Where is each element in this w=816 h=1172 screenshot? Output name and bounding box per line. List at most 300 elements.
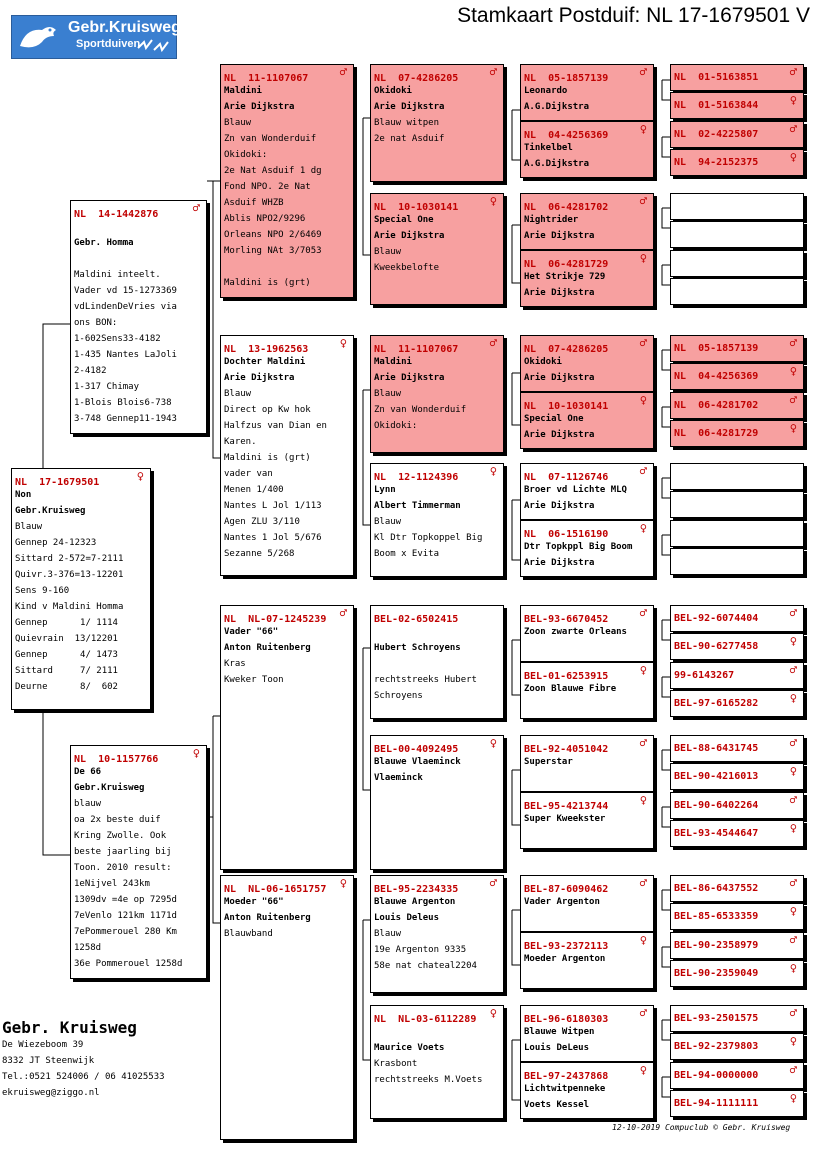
card-text-line: Blauwe Vlaeminck <box>374 757 461 767</box>
card-text-line: Gennep 1/ 1114 <box>15 618 118 628</box>
ring-number: NL 02-4225807 <box>674 129 759 140</box>
ring-number: NL 06-1516190 <box>524 529 609 540</box>
gen5-ancestor-card <box>670 548 804 575</box>
ring-number: BEL-00-4092495 <box>374 744 459 755</box>
card-text-line: Arie Dijkstra <box>374 102 445 112</box>
grandparent-card <box>220 875 354 1140</box>
card-text-line: Kind v Maldini Homma <box>15 602 124 612</box>
female-symbol-icon: ♀ <box>789 421 797 435</box>
card-text-line: Halfzus van Dian en <box>224 421 327 431</box>
card-text-line: Krasbont <box>374 1059 418 1069</box>
card-text-line: Gennep 4/ 1473 <box>15 650 118 660</box>
gen5-ancestor-card <box>670 1090 804 1117</box>
gen5-ancestor-card <box>670 820 804 847</box>
male-symbol-icon: ♂ <box>789 736 797 750</box>
female-symbol-icon: ♀ <box>639 393 647 407</box>
card-text-line: Blauw <box>15 522 43 532</box>
ring-number: BEL-93-2501575 <box>674 1013 759 1024</box>
male-symbol-icon: ♂ <box>639 464 647 478</box>
gen5-ancestor-card <box>670 1062 804 1089</box>
card-text-line: Menen 1/400 <box>224 485 284 495</box>
card-text-line: Ablis NPO2/9296 <box>224 214 306 224</box>
card-text-line: Blauw <box>224 118 252 128</box>
ring-number: 99-6143267 <box>674 670 735 681</box>
male-symbol-icon: ♂ <box>339 606 347 620</box>
gen5-ancestor-card <box>670 149 804 176</box>
female-symbol-icon: ♀ <box>789 93 797 107</box>
ring-number: BEL-97-2437868 <box>524 1071 609 1082</box>
card-text-line: Sittard 7/ 2111 <box>15 666 118 676</box>
male-symbol-icon: ♂ <box>639 736 647 750</box>
card-text-line: oa 2x beste duif <box>74 815 161 825</box>
card-text-line: beste jaarling bij <box>74 847 172 857</box>
card-text-line: Louis DeLeus <box>524 1043 590 1053</box>
great-grandparent-card <box>370 875 504 993</box>
female-symbol-icon: ♀ <box>639 122 647 136</box>
gen5-ancestor-card <box>670 875 804 902</box>
card-text-line: 2e nat Asduif <box>374 134 445 144</box>
owner-name: Gebr. Kruisweg <box>2 1018 137 1037</box>
card-text-line: 1-317 Chimay <box>74 382 140 392</box>
mother-card <box>70 745 207 979</box>
father-card <box>70 200 207 434</box>
female-symbol-icon: ♀ <box>489 736 497 750</box>
gen5-ancestor-card <box>670 1005 804 1032</box>
card-text-line: 2-4182 <box>74 366 107 376</box>
card-text-line: Arie Dijkstra <box>374 231 445 241</box>
ring-number: NL NL-07-1245239 <box>224 614 327 625</box>
ring-number: BEL-92-4051042 <box>524 744 609 755</box>
female-symbol-icon: ♀ <box>339 876 347 890</box>
gen5-ancestor-card <box>670 605 804 632</box>
card-text-line: Arie Dijkstra <box>524 501 595 511</box>
female-symbol-icon: ♀ <box>489 464 497 478</box>
ring-number: NL NL-06-1651757 <box>224 884 327 895</box>
card-text-line: Blauwe Argenton <box>374 897 456 907</box>
ring-number: NL 01-5163851 <box>674 72 759 83</box>
ring-number: BEL-90-6277458 <box>674 641 759 652</box>
ring-number: NL 04-4256369 <box>674 371 759 382</box>
ring-number: NL 06-4281702 <box>674 400 759 411</box>
gen5-ancestor-card <box>670 690 804 717</box>
card-text-line: Lynn <box>374 485 396 495</box>
card-text-line: Blauw <box>374 929 402 939</box>
owner-address: De Wiezeboom 39 <box>2 1040 84 1050</box>
male-symbol-icon: ♂ <box>789 606 797 620</box>
male-symbol-icon: ♂ <box>639 194 647 208</box>
card-text-line: Non <box>15 490 32 500</box>
gen5-ancestor-card <box>670 960 804 987</box>
gen5-ancestor-card <box>670 420 804 447</box>
gen4-ancestor-card <box>520 735 654 792</box>
card-text-line <box>371 656 503 672</box>
ring-number: NL 06-4281729 <box>524 259 609 270</box>
ring-number: NL 13-1962563 <box>224 344 309 355</box>
ring-number: NL 07-4286205 <box>374 73 459 84</box>
ring-number: NL 06-4281729 <box>674 428 759 439</box>
card-text-line: Maldini <box>374 357 412 367</box>
gen5-ancestor-card <box>670 1033 804 1060</box>
ring-number: BEL-93-2372113 <box>524 941 609 952</box>
male-symbol-icon: ♂ <box>789 1063 797 1077</box>
female-symbol-icon: ♀ <box>639 663 647 677</box>
card-text-line: Kras <box>224 659 246 669</box>
male-symbol-icon: ♂ <box>192 201 200 215</box>
card-text-line: Special One <box>374 215 434 225</box>
card-text-line: vdLindenDeVries via <box>74 302 177 312</box>
card-text-line: 1258d <box>74 943 102 953</box>
card-text-line: Arie Dijkstra <box>224 102 295 112</box>
card-text-line: Toon. 2010 result: <box>74 863 172 873</box>
gen5-ancestor-card <box>670 932 804 959</box>
female-symbol-icon: ♀ <box>639 1063 647 1077</box>
card-text-line: Boom x Evita <box>374 549 440 559</box>
logo-subtitle: Sportduiven <box>76 38 141 50</box>
card-text-line: Sens 9-160 <box>15 586 70 596</box>
card-text-line: 1-435 Nantes LaJoli <box>74 350 177 360</box>
gen5-ancestor-card <box>670 363 804 390</box>
gen5-ancestor-card <box>670 520 804 547</box>
card-text-line: Quievrain 13/12201 <box>15 634 118 644</box>
grandparent-card <box>220 64 354 298</box>
ring-number: NL 11-1107067 <box>224 73 309 84</box>
ring-number: NL 12-1124396 <box>374 472 459 483</box>
ring-number: BEL-90-2359049 <box>674 968 759 979</box>
card-text-line: Direct op Kw hok <box>224 405 311 415</box>
owner-city: 8332 JT Steenwijk <box>2 1056 95 1066</box>
card-text-line: Okidoki <box>524 357 562 367</box>
card-text-line: Vader Argenton <box>524 897 600 907</box>
ring-number: BEL-95-2234335 <box>374 884 459 895</box>
card-text-line <box>371 624 503 640</box>
card-text-line: Kring Zwolle. Ook <box>74 831 167 841</box>
male-symbol-icon: ♂ <box>789 933 797 947</box>
female-symbol-icon: ♀ <box>639 933 647 947</box>
card-text-line: Moeder Argenton <box>524 954 606 964</box>
great-grandparent-card <box>370 605 504 719</box>
card-text-line: Arie Dijkstra <box>524 558 595 568</box>
great-grandparent-card <box>370 64 504 182</box>
card-text-line: Dtr Topkppl Big Boom <box>524 542 633 552</box>
gen5-ancestor-card <box>670 121 804 148</box>
card-text-line: Nightrider <box>524 215 579 225</box>
male-symbol-icon: ♂ <box>789 122 797 136</box>
gen4-ancestor-card <box>520 121 654 178</box>
male-symbol-icon: ♂ <box>489 65 497 79</box>
gen4-ancestor-card <box>520 520 654 577</box>
owner-email: ekruisweg@ziggo.nl <box>2 1088 100 1098</box>
ring-number: BEL-94-1111111 <box>674 1098 759 1109</box>
ring-number: BEL-87-6090462 <box>524 884 609 895</box>
card-text-line <box>221 259 353 275</box>
card-text-line: Orleans NPO 2/6469 <box>224 230 322 240</box>
card-text-line: Lichtwitpenneke <box>524 1084 606 1094</box>
subject-card <box>11 468 151 710</box>
card-text-line: Arie Dijkstra <box>524 373 595 383</box>
ring-number: BEL-90-4216013 <box>674 771 759 782</box>
card-text-line <box>71 219 206 235</box>
female-symbol-icon: ♀ <box>789 691 797 705</box>
card-text-line <box>371 1024 503 1040</box>
card-text-line: 1309dv =4e op 7295d <box>74 895 177 905</box>
gen5-ancestor-card <box>670 335 804 362</box>
great-grandparent-card <box>370 735 504 870</box>
card-text-line: Blauw <box>374 247 402 257</box>
card-text-line: Deurne 8/ 602 <box>15 682 118 692</box>
great-grandparent-card <box>370 463 504 577</box>
card-text-line: 7eVenlo 121km 1171d <box>74 911 177 921</box>
gen5-ancestor-card <box>670 903 804 930</box>
card-text-line: Okidoki: <box>224 150 268 160</box>
card-text-line: Super Kweekster <box>524 814 606 824</box>
gen5-ancestor-card <box>670 763 804 790</box>
male-symbol-icon: ♂ <box>639 606 647 620</box>
female-symbol-icon: ♀ <box>639 793 647 807</box>
male-symbol-icon: ♂ <box>789 65 797 79</box>
card-text-line: Gebr.Kruisweg <box>74 783 145 793</box>
card-text-line: Tinkelbel <box>524 143 573 153</box>
female-symbol-icon: ♀ <box>489 194 497 208</box>
card-text-line: 58e nat chateal2204 <box>374 961 477 971</box>
grandparent-card <box>220 605 354 870</box>
card-text-line: 1eNijvel 243km <box>74 879 150 889</box>
gen4-ancestor-card <box>520 1005 654 1062</box>
gen5-ancestor-card <box>670 193 804 220</box>
female-symbol-icon: ♀ <box>339 336 347 350</box>
male-symbol-icon: ♂ <box>639 336 647 350</box>
card-text-line: Blauw witpen <box>374 118 440 128</box>
ring-number: NL 07-1126746 <box>524 472 609 483</box>
male-symbol-icon: ♂ <box>489 876 497 890</box>
male-symbol-icon: ♂ <box>789 393 797 407</box>
card-text-line: A.G.Dijkstra <box>524 159 590 169</box>
card-text-line: Louis Deleus <box>374 913 440 923</box>
male-symbol-icon: ♂ <box>339 65 347 79</box>
card-text-line: Okidoki: <box>374 421 418 431</box>
card-text-line: Kl Dtr Topkoppel Big <box>374 533 483 543</box>
card-text-line: Voets Kessel <box>524 1100 590 1110</box>
female-symbol-icon: ♀ <box>639 521 647 535</box>
gen4-ancestor-card <box>520 932 654 989</box>
female-symbol-icon: ♀ <box>489 1006 497 1020</box>
male-symbol-icon: ♂ <box>789 663 797 677</box>
great-grandparent-card <box>370 193 504 305</box>
card-text-line: Morling NAt 3/7053 <box>224 246 322 256</box>
card-text-line: Nantes L Jol 1/113 <box>224 501 322 511</box>
ring-number: BEL-92-2379803 <box>674 1041 759 1052</box>
card-text-line: Zoon Blauwe Fibre <box>524 684 617 694</box>
owner-info <box>2 1018 165 1101</box>
gen5-ancestor-card <box>670 64 804 91</box>
card-text-line: A.G.Dijkstra <box>524 102 590 112</box>
card-text-line: 1-Blois Blois6-738 <box>74 398 172 408</box>
card-text-line: Schroyens <box>374 691 423 701</box>
gen4-ancestor-card <box>520 1062 654 1119</box>
card-text-line: Zn van Wonderduif <box>374 405 467 415</box>
ring-number: NL 17-1679501 <box>15 477 100 488</box>
male-symbol-icon: ♂ <box>489 336 497 350</box>
female-symbol-icon: ♀ <box>789 821 797 835</box>
gen4-ancestor-card <box>520 335 654 392</box>
card-text-line: Blauw <box>374 389 402 399</box>
gen4-ancestor-card <box>520 250 654 307</box>
card-text-line: 36e Pommerouel 1258d <box>74 959 183 969</box>
ring-number: BEL-90-6402264 <box>674 800 759 811</box>
female-symbol-icon: ♀ <box>789 904 797 918</box>
gen4-ancestor-card <box>520 64 654 121</box>
card-text-line: Maurice Voets <box>374 1043 445 1053</box>
great-grandparent-card <box>370 335 504 453</box>
footer-text: 12-10-2019 Compuclub © Gebr. Kruisweg <box>612 1123 791 1132</box>
card-text-line: Blauw <box>374 517 402 527</box>
female-symbol-icon: ♀ <box>789 1034 797 1048</box>
card-text-line: Het Strikje 729 <box>524 272 606 282</box>
card-text-line: Blauwband <box>224 929 273 939</box>
card-text-line: Arie Dijkstra <box>524 288 595 298</box>
gen4-ancestor-card <box>520 875 654 932</box>
ring-number: BEL-92-6074404 <box>674 613 759 624</box>
gen4-ancestor-card <box>520 605 654 662</box>
gen5-ancestor-card <box>670 250 804 277</box>
card-text-line: 3-748 Gennep11-1943 <box>74 414 177 424</box>
female-symbol-icon: ♀ <box>789 961 797 975</box>
gen5-ancestor-card <box>670 392 804 419</box>
ring-number: NL 14-1442876 <box>74 209 159 220</box>
logo-title: Gebr.Kruisweg <box>68 19 181 36</box>
gen5-ancestor-card <box>670 633 804 660</box>
card-text-line: 7ePommerouel 280 Km <box>74 927 177 937</box>
card-text-line: Anton Ruitenberg <box>224 913 311 923</box>
card-text-line: Zoon zwarte Orleans <box>524 627 627 637</box>
card-text-line: Vader "66" <box>224 627 279 637</box>
card-text-line: blauw <box>74 799 102 809</box>
female-symbol-icon: ♀ <box>136 469 144 483</box>
card-text-line: De 66 <box>74 767 102 777</box>
card-text-line: Special One <box>524 414 584 424</box>
card-text-line: Maldini is (grt) <box>224 453 311 463</box>
gen5-ancestor-card <box>670 792 804 819</box>
card-text-line: Okidoki <box>374 86 412 96</box>
card-text-line: 19e Argenton 9335 <box>374 945 467 955</box>
card-text-line: Sezanne 5/268 <box>224 549 295 559</box>
ring-number: BEL-85-6533359 <box>674 911 759 922</box>
ring-number: BEL-02-6502415 <box>374 614 459 625</box>
gen4-ancestor-card <box>520 392 654 449</box>
female-symbol-icon: ♀ <box>789 150 797 164</box>
card-text-line: Arie Dijkstra <box>224 373 295 383</box>
male-symbol-icon: ♂ <box>789 336 797 350</box>
card-text-line: Nantes 1 Jol 5/676 <box>224 533 322 543</box>
female-symbol-icon: ♀ <box>789 1091 797 1105</box>
gen4-ancestor-card <box>520 792 654 849</box>
male-symbol-icon: ♂ <box>789 1006 797 1020</box>
gen4-ancestor-card <box>520 662 654 719</box>
gen5-ancestor-card <box>670 221 804 248</box>
gen4-ancestor-card <box>520 463 654 520</box>
card-text-line: Moeder "66" <box>224 897 284 907</box>
gen5-ancestor-card <box>670 491 804 518</box>
card-text-line: Karen. <box>224 437 257 447</box>
ring-number: NL 94-2152375 <box>674 157 759 168</box>
page-title: Stamkaart Postduif: NL 17-1679501 V <box>457 4 810 27</box>
ring-number: NL 07-4286205 <box>524 344 609 355</box>
card-text-line: ons BON: <box>74 318 118 328</box>
male-symbol-icon: ♂ <box>789 876 797 890</box>
ring-number: BEL-96-6180303 <box>524 1014 609 1025</box>
card-text-line: Superstar <box>524 757 573 767</box>
ring-number: NL 11-1107067 <box>374 344 459 355</box>
card-text-line: Vlaeminck <box>374 773 423 783</box>
card-text-line: Kweekbelofte <box>374 263 440 273</box>
card-text-line: Anton Ruitenberg <box>224 643 311 653</box>
gen5-ancestor-card <box>670 278 804 305</box>
card-text-line: Blauwe Witpen <box>524 1027 595 1037</box>
card-text-line: rechtstreeks Hubert <box>374 675 477 685</box>
ring-number: NL 05-1857139 <box>674 343 759 354</box>
card-text-line: Kweker Toon <box>224 675 284 685</box>
ring-number: NL 05-1857139 <box>524 73 609 84</box>
card-text-line: 2e Nat Asduif 1 dg <box>224 166 322 176</box>
card-text-line <box>71 251 206 267</box>
ring-number: BEL-95-4213744 <box>524 801 609 812</box>
gen5-ancestor-card <box>670 735 804 762</box>
ring-number: BEL-93-4544647 <box>674 828 759 839</box>
card-text-line: vader van <box>224 469 273 479</box>
female-symbol-icon: ♀ <box>639 251 647 265</box>
card-text-line: Arie Dijkstra <box>524 231 595 241</box>
card-text-line: Gebr. Homma <box>74 238 134 248</box>
card-text-line: Vader vd 15-1273369 <box>74 286 177 296</box>
ring-number: NL 10-1157766 <box>74 754 159 765</box>
gen5-ancestor-card <box>670 463 804 490</box>
card-text-line: Maldini <box>224 86 262 96</box>
card-text-line: Dochter Maldini <box>224 357 306 367</box>
card-text-line: Arie Dijkstra <box>374 373 445 383</box>
card-text-line: Zn van Wonderduif <box>224 134 317 144</box>
card-text-line: Blauw <box>224 389 252 399</box>
ring-number: BEL-88-6431745 <box>674 743 759 754</box>
ring-number: BEL-86-6437552 <box>674 883 759 894</box>
card-text-line: Fond NPO. 2e Nat <box>224 182 311 192</box>
card-text-line: Gennep 24-12323 <box>15 538 97 548</box>
card-text-line: Maldini is (grt) <box>224 278 311 288</box>
gen5-ancestor-card <box>670 92 804 119</box>
card-text-line: Sittard 2-572=7-2111 <box>15 554 124 564</box>
female-symbol-icon: ♀ <box>789 364 797 378</box>
card-text-line: Asduif WHZB <box>224 198 284 208</box>
card-text-line: Leonardo <box>524 86 568 96</box>
ring-number: NL 06-4281702 <box>524 202 609 213</box>
ring-number: BEL-97-6165282 <box>674 698 759 709</box>
gen4-ancestor-card <box>520 193 654 250</box>
card-text-line: Maldini inteelt. <box>74 270 161 280</box>
ring-number: NL 10-1030141 <box>374 202 459 213</box>
male-symbol-icon: ♂ <box>789 793 797 807</box>
owner-phone: Tel.:0521 524006 / 06 41025533 <box>2 1072 165 1082</box>
card-text-line: Broer vd Lichte MLQ <box>524 485 627 495</box>
card-text-line: 1-602Sens33-4182 <box>74 334 161 344</box>
grandparent-card <box>220 335 354 576</box>
card-text-line: Arie Dijkstra <box>524 430 595 440</box>
card-text-line: rechtstreeks M.Voets <box>374 1075 483 1085</box>
gen5-ancestor-card <box>670 662 804 689</box>
ring-number: BEL-93-6670452 <box>524 614 609 625</box>
ring-number: BEL-90-2358979 <box>674 940 759 951</box>
male-symbol-icon: ♂ <box>639 876 647 890</box>
ring-number: BEL-01-6253915 <box>524 671 609 682</box>
card-text-line: Agen ZLU 3/110 <box>224 517 300 527</box>
card-text-line: Quivr.3-376=13-12201 <box>15 570 124 580</box>
